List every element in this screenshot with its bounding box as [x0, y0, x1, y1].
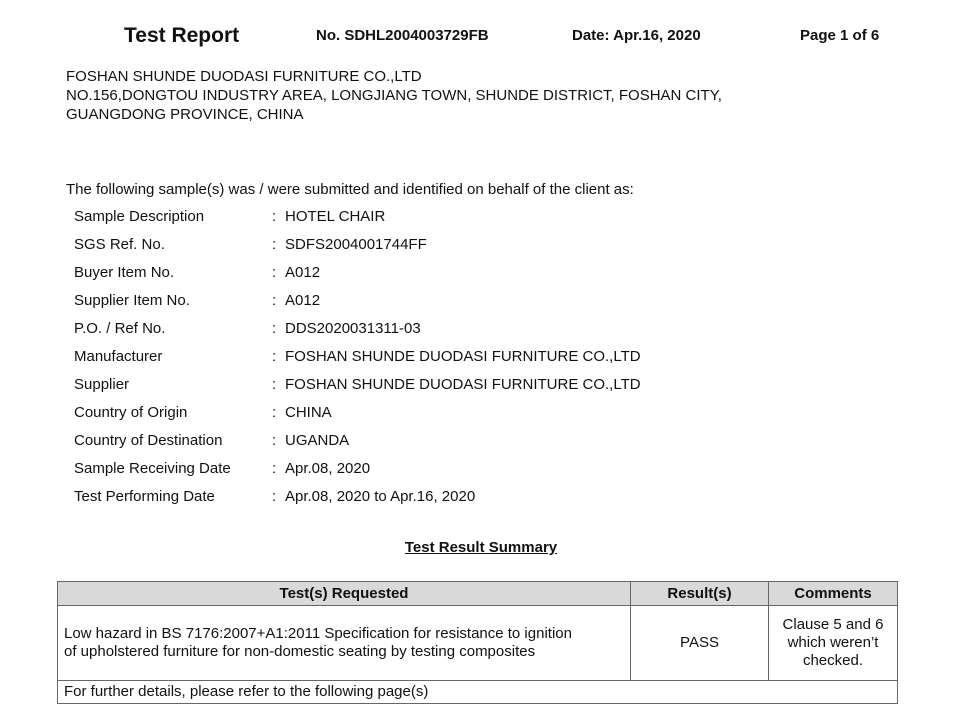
sample-fields	[74, 208, 641, 516]
field-value: Apr.08, 2020 to Apr.16, 2020	[285, 488, 476, 505]
field-value: UGANDA	[285, 432, 350, 449]
summary-title: Test Result Summary	[404, 539, 558, 556]
test-line2: of upholstered furniture for non-domestic seating by testing composites	[64, 643, 536, 660]
field-colon: :	[272, 320, 277, 337]
test-comments: Clause 5 and 6 which weren’t checked.	[769, 606, 898, 681]
field-value: FOSHAN SHUNDE DUODASI FURNITURE CO.,LTD	[285, 376, 641, 393]
test-result: PASS	[631, 606, 769, 681]
client-address-line2: GUANGDONG PROVINCE, CHINA	[66, 106, 304, 123]
col-results: Result(s)	[631, 582, 769, 606]
field-label: P.O. / Ref No.	[74, 320, 166, 337]
col-comments: Comments	[769, 582, 898, 606]
field-label: Supplier	[74, 376, 130, 393]
field-label: Sample Receiving Date	[74, 460, 231, 477]
further-details: For further details, please refer to the following page(s)	[58, 681, 898, 704]
field-value: CHINA	[285, 404, 332, 421]
field-value: A012	[285, 292, 321, 309]
col-tests: Test(s) Requested	[58, 582, 631, 606]
field-colon: :	[272, 264, 277, 281]
field-label: Country of Origin	[74, 404, 188, 421]
field-value: FOSHAN SHUNDE DUODASI FURNITURE CO.,LTD	[285, 348, 641, 365]
intro-text: The following sample(s) was / were submitted and identified on behalf of the client as:	[66, 181, 634, 198]
field-label: Sample Description	[74, 208, 205, 225]
field-value: DDS2020031311-03	[285, 320, 421, 337]
test-requested	[58, 606, 631, 681]
field-label: SGS Ref. No.	[74, 236, 165, 253]
table-footer-row	[58, 681, 898, 704]
field-value: Apr.08, 2020	[285, 460, 371, 477]
field-colon: :	[272, 236, 277, 253]
page-number: Page 1 of 6	[800, 27, 880, 44]
field-colon: :	[272, 376, 277, 393]
summary-table	[57, 581, 898, 704]
field-label: Test Performing Date	[74, 488, 215, 505]
table-header-row	[58, 582, 898, 606]
report-number: No. SDHL2004003729FB	[316, 27, 489, 44]
table-row	[58, 606, 898, 681]
field-label: Buyer Item No.	[74, 264, 175, 281]
field-colon: :	[272, 292, 277, 309]
client-name: FOSHAN SHUNDE DUODASI FURNITURE CO.,LTD	[66, 68, 422, 85]
field-colon: :	[272, 460, 277, 477]
field-value: HOTEL CHAIR	[285, 208, 386, 225]
report-title: Test Report	[124, 24, 240, 47]
field-label: Supplier Item No.	[74, 292, 190, 309]
field-colon: :	[272, 432, 277, 449]
field-colon: :	[272, 208, 277, 225]
field-colon: :	[272, 348, 277, 365]
client-address-line1: NO.156,DONGTOU INDUSTRY AREA, LONGJIANG TOWN, SHUNDE DISTRICT, FOSHAN CITY,	[66, 87, 722, 104]
field-colon: :	[272, 404, 277, 421]
test-line1: Low hazard in BS 7176:2007+A1:2011 Specification for resistance to ignition	[64, 625, 572, 642]
field-value: A012	[285, 264, 321, 281]
field-label: Manufacturer	[74, 348, 163, 365]
field-value: SDFS2004001744FF	[285, 236, 427, 253]
report-date: Date: Apr.16, 2020	[572, 27, 701, 44]
field-label: Country of Destination	[74, 432, 223, 449]
field-colon: :	[272, 488, 277, 505]
